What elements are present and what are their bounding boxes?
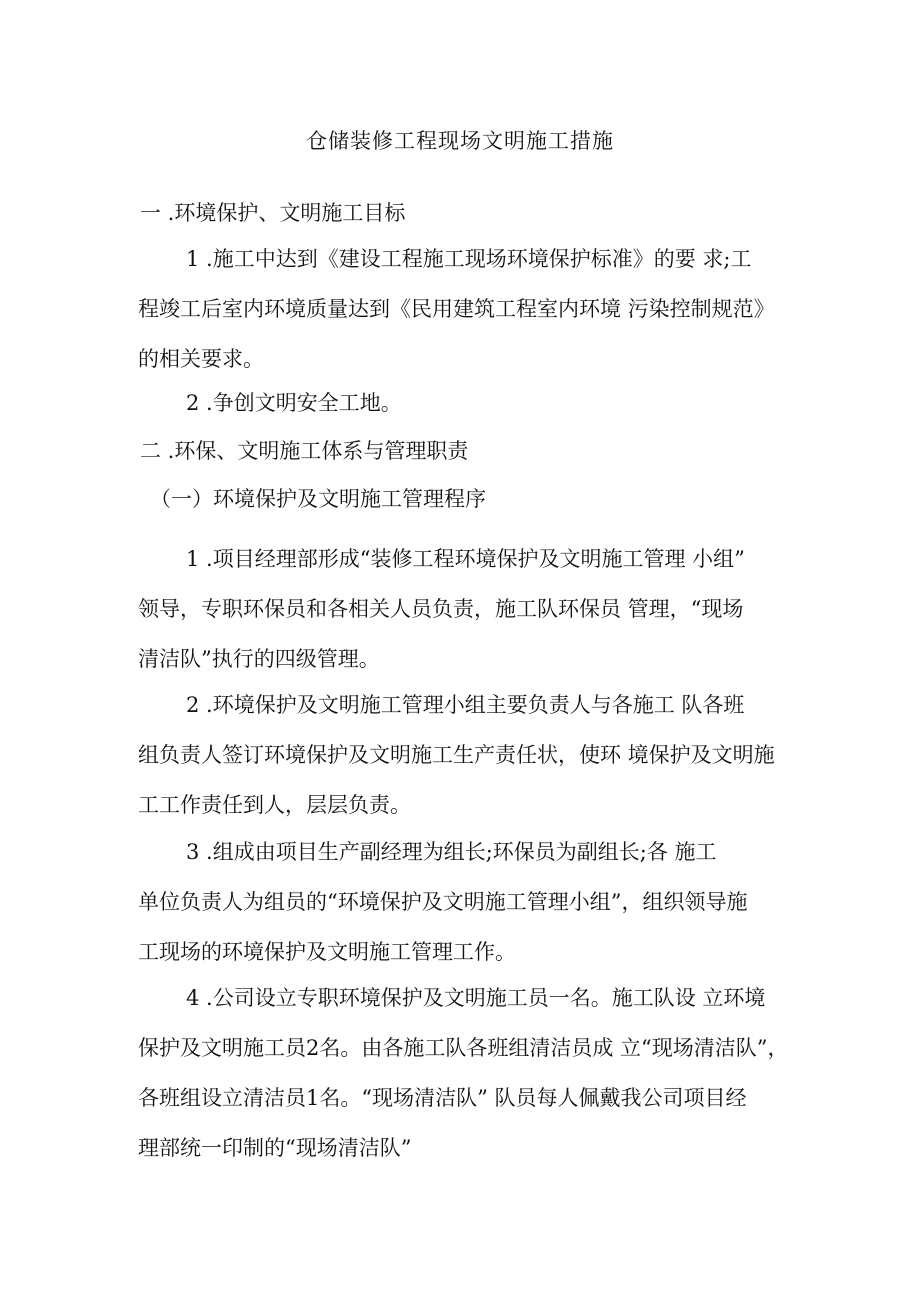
section-2-heading: 二 .环保、文明施工体系与管理职责 — [140, 439, 469, 463]
paragraph-line: 2 .争创文明安全工地。 — [186, 391, 402, 415]
section-2-item-4 — [138, 973, 798, 1173]
section-2-item-1 — [138, 534, 798, 684]
paragraph-line: 1 .施工中达到《建设工程施工现场环境保护标准》的要 求;工 — [186, 247, 752, 271]
paragraph-line: 清洁队”执行的四级管理。 — [138, 647, 380, 671]
section-2-item-3 — [138, 827, 798, 977]
document-title: 仓储装修工程现场文明施工措施 — [306, 129, 614, 153]
paragraph-line: 的相关要求。 — [138, 347, 264, 371]
paragraph-line: 1 .项目经理部形成“装修工程环境保护及文明施工管理 小组” — [186, 547, 745, 571]
paragraph-line: 各班组设立清洁员1名。“现场清洁队” 队员每人佩戴我公司项目经 — [138, 1086, 747, 1110]
paragraph-line: 保护及文明施工员2名。由各施工队各班组清洁员成 立“现场清洁队”， — [138, 1036, 789, 1060]
paragraph-line: 3 .组成由项目生产副经理为组长;环保员为副组长;各 施工 — [186, 840, 717, 864]
paragraph-line: 工现场的环境保护及文明施工管理工作。 — [138, 940, 516, 964]
paragraph-line: 4 .公司设立专职环境保护及文明施工员一名。施工队设 立环境 — [186, 986, 766, 1010]
section-2-subheading: （一）环境保护及文明施工管理程序 — [150, 487, 486, 511]
paragraph-line: 理部统一印制的“现场清洁队” — [138, 1136, 412, 1160]
section-2-item-2 — [138, 680, 798, 830]
paragraph-line: 组负责人签订环境保护及文明施工生产责任状，使环 境保护及文明施 — [138, 743, 775, 767]
section-1-item-1 — [138, 234, 798, 384]
paragraph-line: 2 .环境保护及文明施工管理小组主要负责人与各施工 队各班 — [186, 693, 745, 717]
paragraph-line: 程竣工后室内环境质量达到《民用建筑工程室内环境 污染控制规范》 — [138, 297, 775, 321]
paragraph-line: 工工作责任到人，层层负责。 — [138, 793, 411, 817]
paragraph-line: 单位负责人为组员的“环境保护及文明施工管理小组”，组织领导施 — [138, 890, 748, 914]
section-1-heading: 一 .环境保护、文明施工目标 — [140, 201, 406, 225]
paragraph-line: 领导，专职环保员和各相关人员负责，施工队环保员 管理，“现场 — [138, 597, 744, 621]
section-1-item-2 — [138, 378, 798, 428]
